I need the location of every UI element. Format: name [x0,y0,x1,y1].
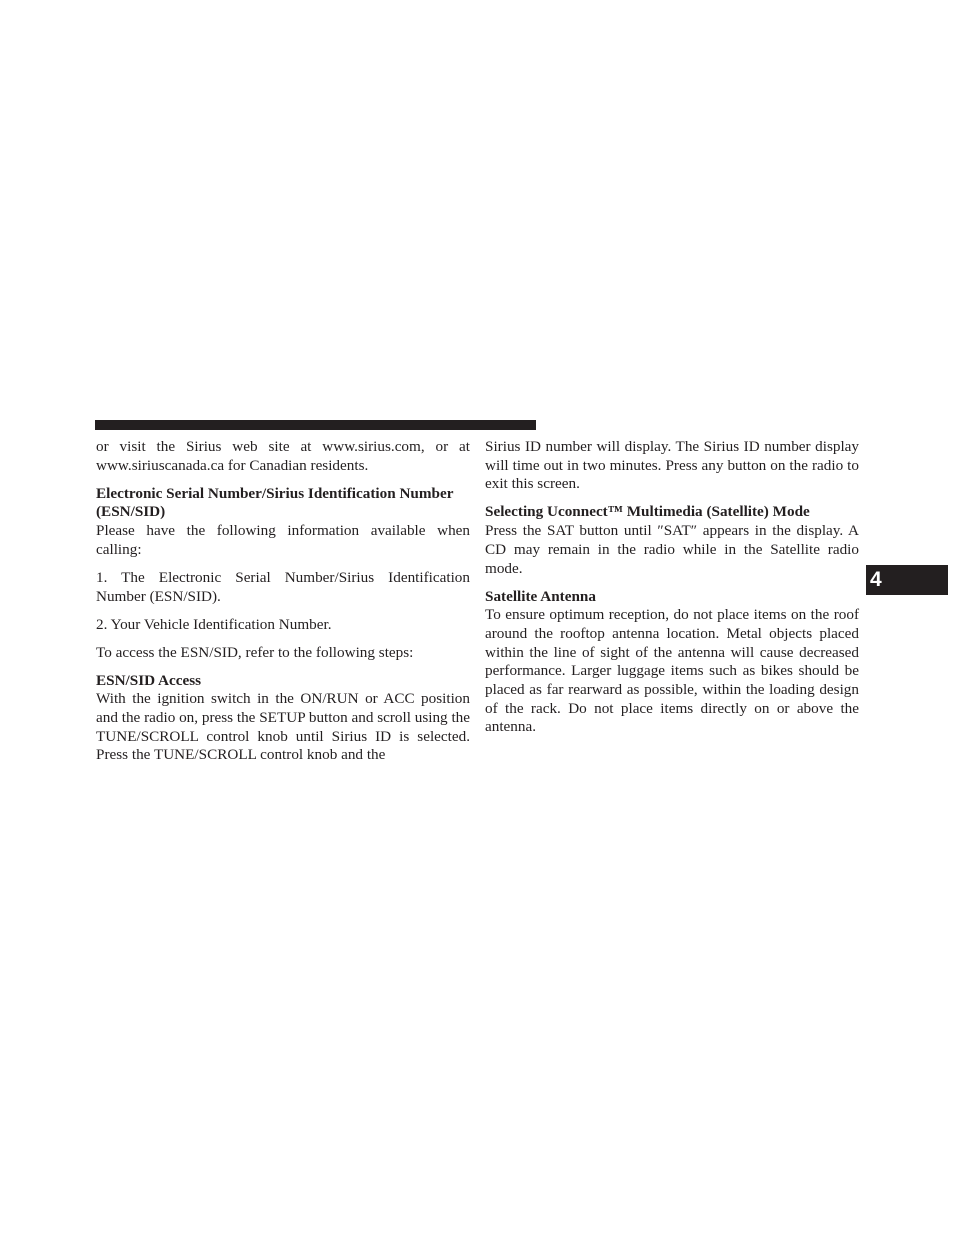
antenna-paragraph: To ensure optimum reception, do not place items on the roof around the rooftop antenna location. Metal objects placed within the line of sight of the antenna will cause decreased performance. Larger luggage items such as bikes should be placed as far rearward as possible, within the loading design of the rack. Do not place items directly on or above the antenna. [485,606,859,736]
antenna-heading: Satellite Antenna [485,587,596,605]
steps-intro-paragraph: To access the ESN/SID, refer to the following steps: [96,643,414,661]
list-item-vin: 2. Your Vehicle Identification Number. [96,615,332,633]
chapter-number: 4 [870,568,882,591]
continued-paragraph: Sirius ID number will display. The Sirius ID number display will time out in two minutes. Press any button on the radio to exit this screen. [485,438,859,493]
esn-paragraph: Please have the following information available when calling: [96,522,470,558]
left-column [96,438,470,774]
intro-paragraph: or visit the Sirius web site at www.sirius.com, or at www.siriuscanada.ca for Canadian residents. [96,438,470,474]
list-item-esn: 1. The Electronic Serial Number/Sirius Identification Number (ESN/SID). [96,568,470,605]
mode-paragraph: Press the SAT button until ″SAT″ appears in the display. A CD may remain in the radio while in the Satellite radio mode. [485,522,859,577]
esn-heading: Electronic Serial Number/Sirius Identification Number (ESN/SID) [96,484,454,521]
mode-heading: Selecting Uconnect™ Multimedia (Satellite) Mode [485,503,810,521]
access-heading: ESN/SID Access [96,671,202,689]
section-rule [95,420,536,430]
right-column [485,438,859,746]
access-paragraph: With the ignition switch in the ON/RUN or ACC position and the radio on, press the SETUP button and scroll using the TUNE/SCROLL control knob until Sirius ID is selected. Press the TUNE/SCROLL control knob and the [96,690,471,764]
chapter-tab [866,565,948,595]
